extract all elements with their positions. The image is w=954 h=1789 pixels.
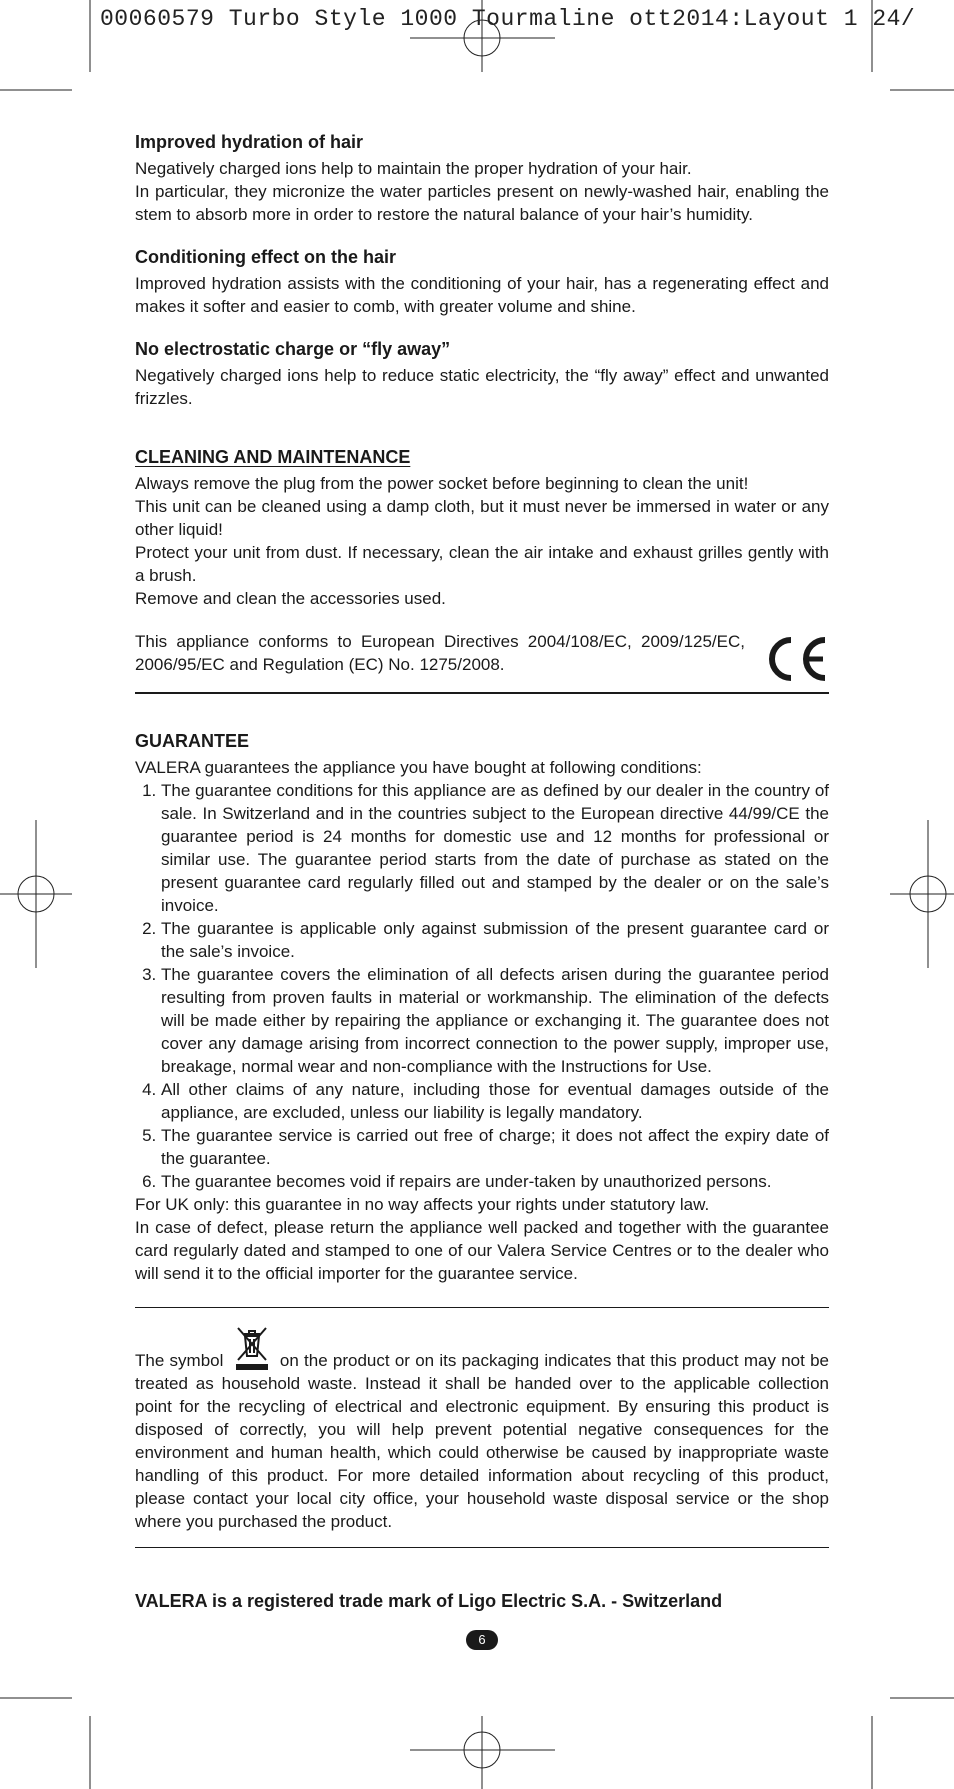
guarantee-list	[135, 779, 829, 1193]
divider	[135, 1307, 829, 1308]
conformity-block	[135, 630, 829, 694]
cleaning-text-2: This unit can be cleaned using a damp cloth, but it must never be immersed in water or any other liquid!	[135, 497, 829, 539]
guarantee-defect-note: In case of defect, please return the appliance well packed and together with the guarantee card regularly dated and stamped to one of our Valera Service Centres or to the dealer who will send it to the official importer for the guarantee service.	[135, 1218, 829, 1283]
registration-mark-icon	[890, 820, 954, 968]
trademark-notice: VALERA is a registered trade mark of Ligo Electric S.A. - Switzerland	[135, 1591, 723, 1611]
list-item: 1. The guarantee conditions for this appliance are as defined by our dealer in the country of sale. In Switzerland and in the countries subject to the European directive 44/99/CE the guarantee period is 24 months for domestic use and 12 months for professional or similar use. The guarantee period starts from the date of purchase as stated on the present guarantee card regularly filled out and stamped by the dealer or on the sale’s invoice.	[161, 779, 829, 917]
list-item: 4. All other claims of any nature, including those for eventual damages outside of the appliance, are excluded, unless our liability is legally mandatory.	[161, 1078, 829, 1124]
static-text: Negatively charged ions help to reduce static electricity, the “fly away” effect and unwanted frizzles.	[135, 366, 829, 408]
file-slug: 00060579 Turbo Style 1000 Tourmaline ott2014:Layout 1 24/	[100, 6, 916, 32]
registration-mark-icon	[0, 820, 72, 968]
list-item: 5. The guarantee service is carried out free of charge; it does not affect the expiry date of the guarantee.	[161, 1124, 829, 1170]
hydration-heading: Improved hydration of hair	[135, 132, 364, 152]
cleaning-text-3: Protect your unit from dust. If necessary, clean the air intake and exhaust grilles gently with a brush.	[135, 543, 829, 585]
crossed-bin-icon	[233, 1326, 271, 1372]
list-item: 2. The guarantee is applicable only against submission of the present guarantee card or the sale’s invoice.	[161, 917, 829, 963]
cleaning-text-4: Remove and clean the accessories used.	[135, 589, 446, 608]
cleaning-text-1: Always remove the plug from the power socket before beginning to clean the unit!	[135, 474, 749, 493]
list-item: 6. The guarantee becomes void if repairs are under-taken by unauthorized persons.	[161, 1170, 829, 1193]
weee-notice	[135, 1326, 829, 1533]
weee-lead: The symbol	[135, 1351, 224, 1370]
guarantee-uk-note: For UK only: this guarantee in no way affects your rights under statutory law.	[135, 1195, 710, 1214]
conditioning-text: Improved hydration assists with the conditioning of your hair, has a regenerating effect and makes it softer and easier to comb, with greater volume and shine.	[135, 274, 829, 316]
hydration-text-1: Negatively charged ions help to maintain the proper hydration of your hair.	[135, 159, 692, 178]
page-content	[135, 131, 829, 1612]
guarantee-intro: VALERA guarantees the appliance you have bought at following conditions:	[135, 758, 702, 777]
conditioning-heading: Conditioning effect on the hair	[135, 247, 396, 267]
cleaning-heading: CLEANING AND MAINTENANCE	[135, 447, 411, 467]
hydration-text-2: In particular, they micronize the water particles present on newly-washed hair, enabling the stem to absorb more in order to restore the natural balance of your hair’s humidity.	[135, 182, 829, 224]
page-number: 6	[466, 1630, 498, 1650]
static-heading: No electrostatic charge or “fly away”	[135, 339, 451, 359]
registration-mark-icon	[410, 1716, 555, 1789]
conformity-text: This appliance conforms to European Directives 2004/108/EC, 2009/125/EC, 2006/95/EC and Regulation (EC) No. 1275/2008.	[135, 632, 745, 674]
guarantee-heading: GUARANTEE	[135, 731, 250, 751]
list-item: 3. The guarantee covers the elimination of all defects arisen during the guarantee period resulting from proven faults in material or workmanship. The elimination of the defects will be made either by repairing the appliance or exchanging it. The guarantee does not cover any damage arising from incorrect connection to the power supply, improper use, breakage, normal wear and non-compliance with the Instructions for Use.	[161, 963, 829, 1078]
ce-mark-icon	[763, 636, 829, 682]
weee-text: on the product or on its packaging indicates that this product may not be treated as household waste. Instead it shall be handed over to the applicable collection point for the recycling of electrical and electronic equipment. By ensuring this product is disposed of correctly, you will help prevent potential negative consequences for the environment and human health, which could otherwise be caused by inappropriate waste handling of this product. For more detailed information about recycling of this product, please contact your local city office, your household waste disposal service or the shop where you purchased the product.	[135, 1351, 829, 1531]
divider	[135, 1547, 829, 1548]
